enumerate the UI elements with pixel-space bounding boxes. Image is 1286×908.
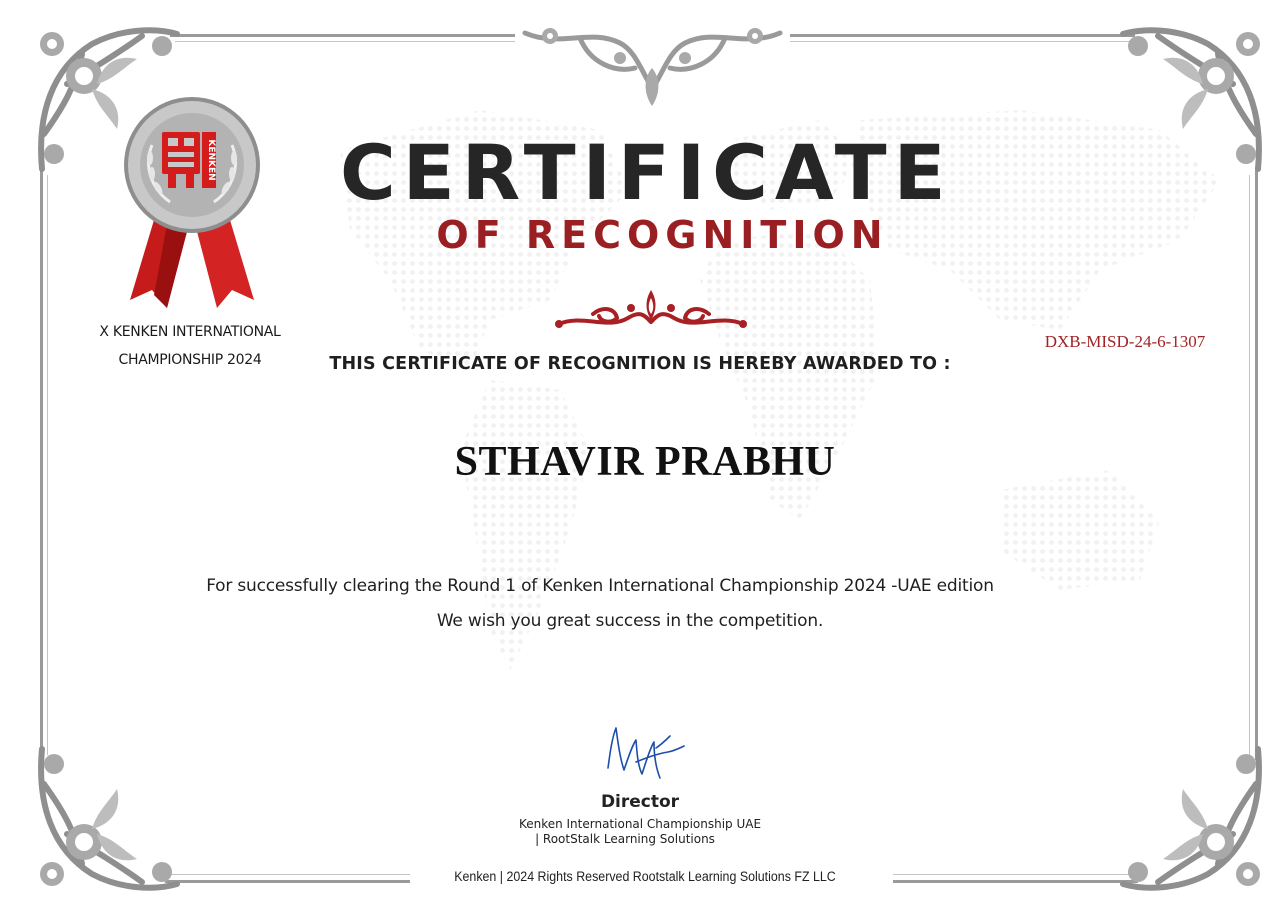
director-signature: [596, 718, 691, 788]
certificate-subtitle: OF RECOGNITION: [436, 213, 889, 257]
frame-right-line: [1255, 170, 1258, 760]
frame-top-line-inner: [175, 41, 515, 42]
badge-caption-line2: CHAMPIONSHIP 2024: [118, 352, 262, 368]
frame-bottom-line-inner: [170, 874, 410, 875]
badge-caption: [72, 318, 308, 374]
signatory-title: Director: [600, 792, 680, 812]
red-flourish-ornament: [553, 286, 749, 334]
footer-rights: Kenken | 2024 Rights Reserved Rootstalk Learning Solutions FZ LLC: [454, 869, 836, 884]
achievement-text: For successfully clearing the Round 1 of Kenken International Championship 2024 -UAE edition: [206, 576, 994, 596]
signatory-company: | RootStalk Learning Solutions: [535, 832, 715, 846]
frame-top-line-right-inner: [790, 41, 1130, 42]
corner-ornament-bottom-left: [22, 729, 197, 904]
medal-badge: [112, 90, 272, 315]
certificate-id: DXB-MISD-24-6-1307: [1044, 332, 1206, 351]
frame-bottom-line-right: [893, 880, 1138, 883]
medal-emblem-text: KENKEN: [206, 139, 216, 181]
corner-ornament-top-right: [1103, 14, 1278, 189]
certificate-title: CERTIFICATE: [340, 128, 953, 217]
corner-ornament-bottom-right: [1103, 729, 1278, 904]
signatory-organization: Kenken International Championship UAE: [518, 817, 762, 831]
frame-left-line: [40, 170, 43, 760]
frame-bottom-line: [165, 880, 410, 883]
badge-caption-line1: X KENKEN INTERNATIONAL: [99, 324, 281, 340]
awarded-statement: THIS CERTIFICATE OF RECOGNITION IS HEREBY AWARDED TO :: [329, 354, 951, 374]
frame-top-line: [170, 34, 515, 37]
frame-left-line-inner: [47, 175, 48, 755]
wishes-text: We wish you great success in the competition.: [436, 611, 824, 631]
frame-right-line-inner: [1249, 175, 1250, 755]
recipient-name: STHAVIR PRABHU: [454, 439, 836, 485]
frame-bottom-line-right-inner: [893, 874, 1133, 875]
top-center-ornament: [520, 18, 785, 108]
frame-top-line-right: [790, 34, 1135, 37]
